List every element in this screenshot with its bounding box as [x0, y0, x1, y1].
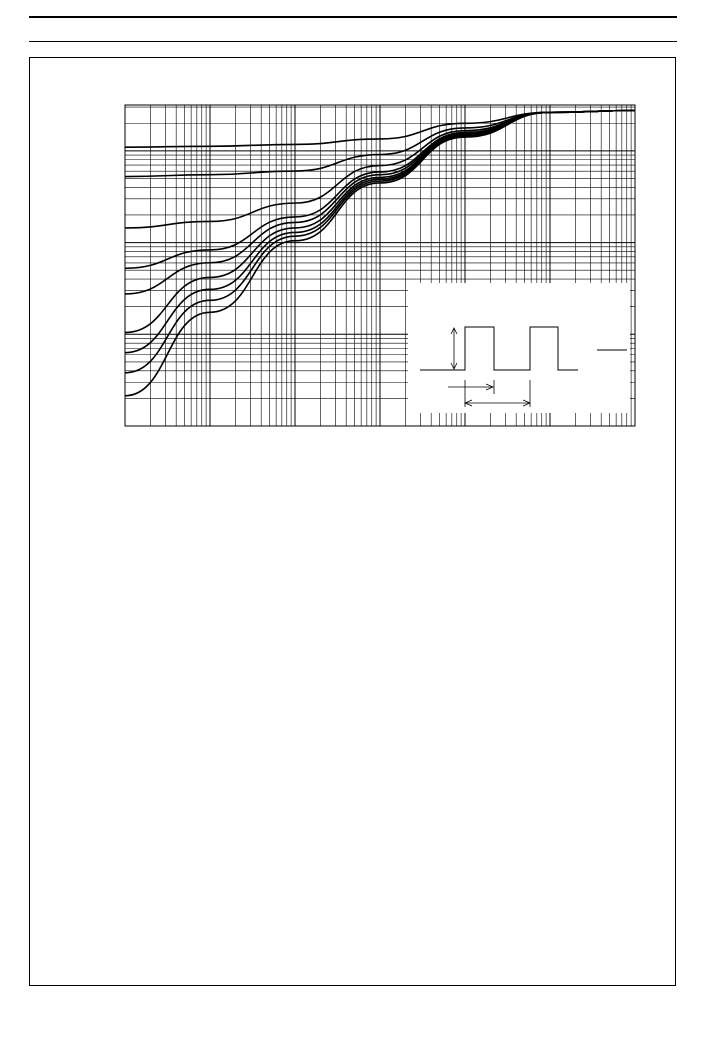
pulse-inset: [408, 283, 630, 413]
inset-background: [408, 283, 630, 413]
